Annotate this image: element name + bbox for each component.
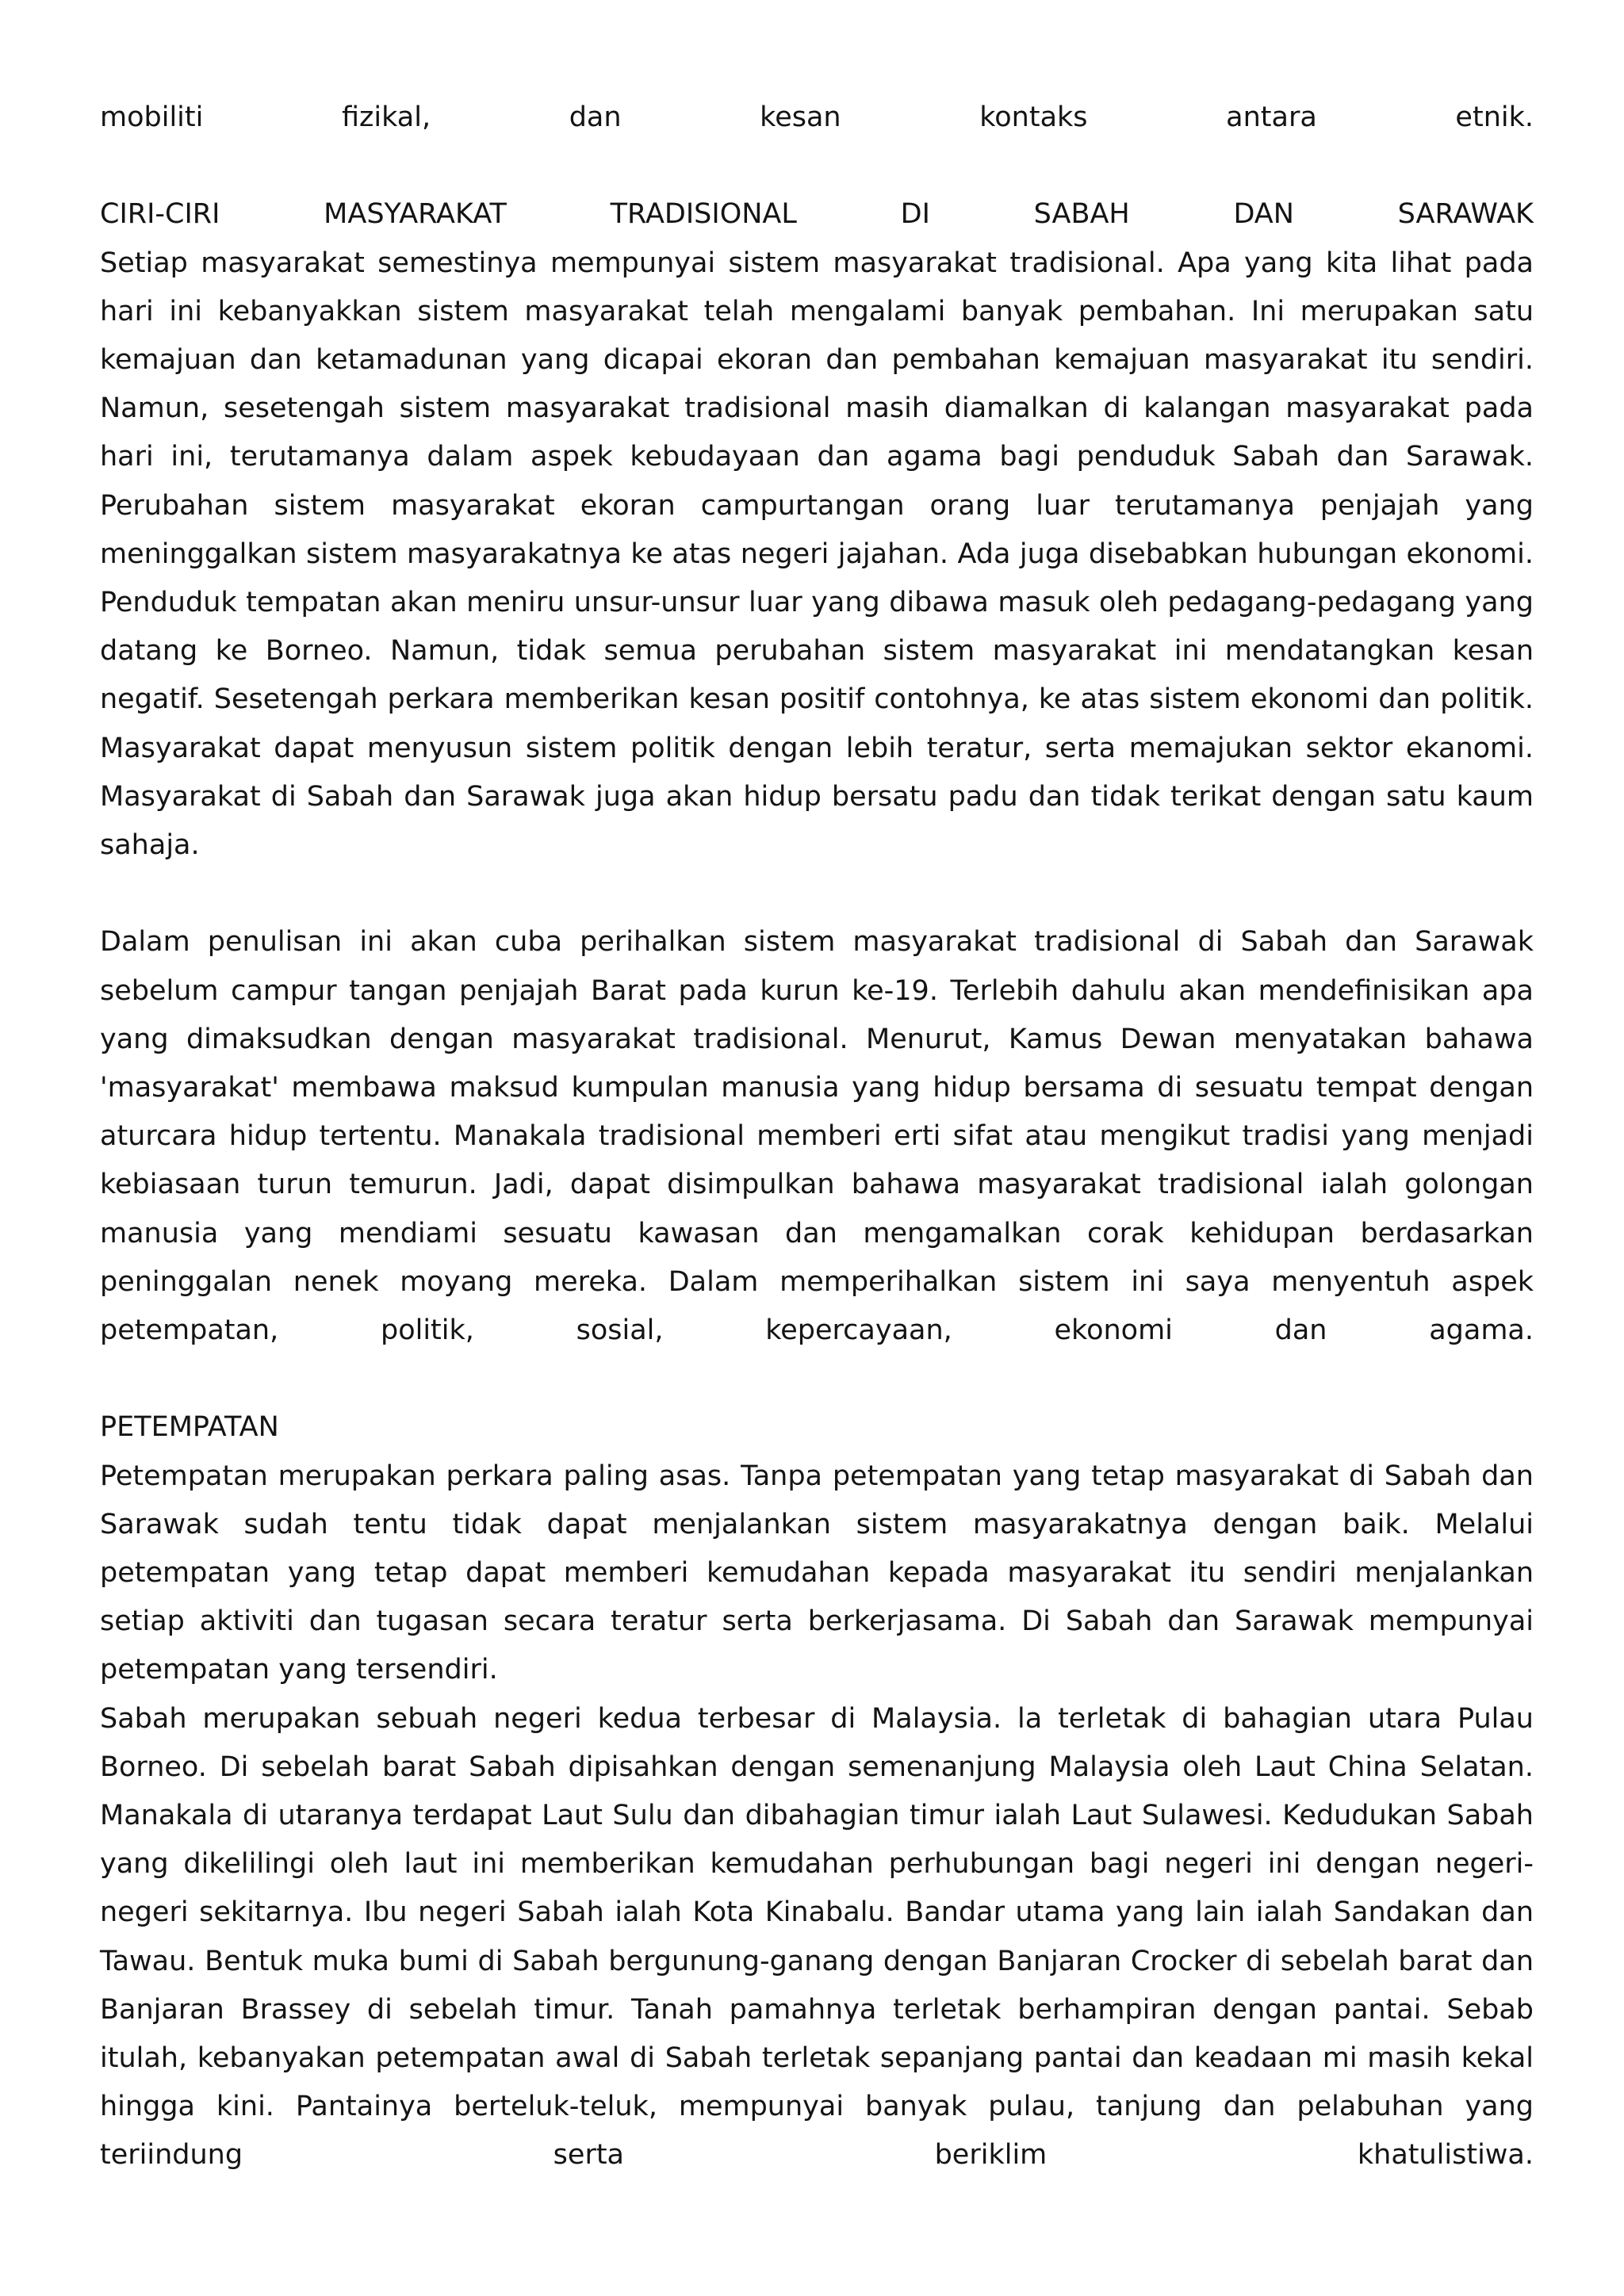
section-heading-ciri-ciri: CIRI-CIRI MASYARAKAT TRADISIONAL DI SABAH DAN SARAWAK — [100, 198, 1534, 231]
paragraph-intro: Setiap masyarakat semestinya mempunyai sistem masyarakat tradisional. Apa yang kita lihat pada hari ini kebanyakkan sistem masyarakat telah mengalami banyak pembahan. Ini merupakan satu kemajuan dan ketamadunan yang dicapai ekoran dan pembahan kemajuan masyarakat itu sendiri. Namun, sesetengah sistem masyarakat tradisional masih diamalkan di kalangan masyarakat pada hari ini, terutamanya dalam aspek kebudayaan dan agama bagi penduduk Sabah dan Sarawak. Perubahan sistem masyarakat ekoran campurtangan orang luar terutamanya penjajah yang meninggalkan sistem masyarakatnya ke atas negeri jajahan. Ada juga disebabkan hubungan ekonomi. Penduduk tempatan akan meniru unsur-unsur luar yang dibawa masuk oleh pedagang-pedagang yang datang ke Borneo. Namun, tidak semua perubahan sistem masyarakat ini mendatangkan kesan negatif. Sesetengah perkara memberikan kesan positif contohnya, ke atas sistem ekonomi dan politik. Masyarakat dapat menyusun sistem politik dengan lebih teratur, serta memajukan sektor ekanomi. Masyarakat di Sabah dan Sarawak juga akan hidup bersatu padu dan tidak terikat dengan satu kaum sahaja. — [100, 247, 1534, 862]
paragraph-gap — [100, 870, 1534, 918]
paragraph-gap — [100, 142, 1534, 190]
paragraph-gap — [100, 1355, 1534, 1403]
paragraph-sabah: Sabah merupakan sebuah negeri kedua terbesar di Malaysia. la terletak di bahagian utara Pulau Borneo. Di sebelah barat Sabah dipisahkan dengan semenanjung Malaysia oleh Laut China Selatan. Manakala di utaranya terdapat Laut Sulu dan dibahagian timur ialah Laut Sulawesi. Kedudukan Sabah yang dikelilingi oleh laut ini memberikan kemudahan perhubungan bagi negeri ini dengan negeri-negeri sekitarnya. Ibu negeri Sabah ialah Kota Kinabalu. Bandar utama yang lain ialah Sandakan dan Tawau. Bentuk muka bumi di Sabah bergunung-ganang dengan Banjaran Crocker di sebelah barat dan Banjaran Brassey di sebelah timur. Tanah pamahnya terletak berhampiran dengan pantai. Sebab itulah, kebanyakan petempatan awal di Sabah terletak sepanjang pantai dan keadaan mi masih kekal hingga kini. Pantainya berteluk-teluk, mempunyai banyak pulau, tanjung dan pelabuhan yang teriindung serta beriklim khatulistiwa. — [100, 1702, 1534, 2172]
section-heading-petempatan: PETEMPATAN — [100, 1411, 279, 1444]
paragraph-continuation: mobiliti fizikal, dan kesan kontaks antara etnik. — [100, 101, 1534, 133]
paragraph-definition: Dalam penulisan ini akan cuba perihalkan sistem masyarakat tradisional di Sabah dan Sarawak sebelum campur tangan penjajah Barat pada kurun ke-19. Terlebih dahulu akan mendefinisikan apa yang dimaksudkan dengan masyarakat tradisional. Menurut, Kamus Dewan menyatakan bahawa 'masyarakat' membawa maksud kumpulan manusia yang hidup bersama di sesuatu tempat dengan aturcara hidup tertentu. Manakala tradisional memberi erti sifat atau mengikut tradisi yang menjadi kebiasaan turun temurun. Jadi, dapat disimpulkan bahawa masyarakat tradisional ialah golongan manusia yang mendiami sesuatu kawasan dan mengamalkan corak kehidupan berdasarkan peninggalan nenek moyang mereka. Dalam memperihalkan sistem ini saya menyentuh aspek petempatan, politik, sosial, kepercayaan, ekonomi dan agama. — [100, 926, 1534, 1347]
paragraph-petempatan: Petempatan merupakan perkara paling asas. Tanpa petempatan yang tetap masyarakat di Sabah dan Sarawak sudah tentu tidak dapat menjalankan sistem masyarakatnya dengan baik. Melalui petempatan yang tetap dapat memberi kemudahan kepada masyarakat itu sendiri menjalankan setiap aktiviti dan tugasan secara teratur serta berkerjasama. Di Sabah dan Sarawak mempunyai petempatan yang tersendiri. — [100, 1460, 1534, 1686]
document-page — [100, 94, 1534, 2180]
